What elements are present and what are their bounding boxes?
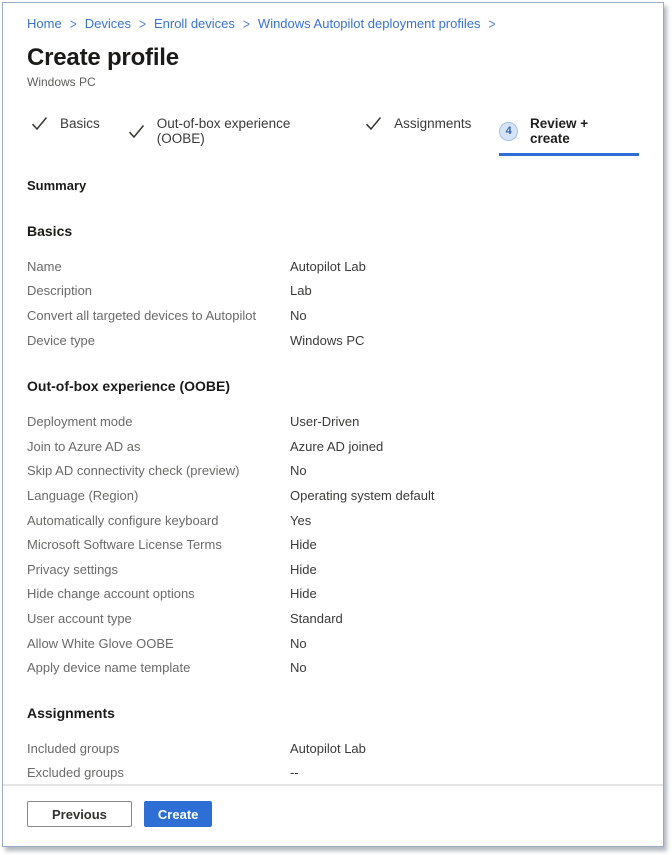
section-title: Out-of-box experience (OOBE) [27,378,231,395]
row-value: Hide [290,586,317,602]
summary-row-deployment-mode [27,409,639,434]
step-number-badge: 4 [499,122,518,141]
breadcrumb-link-autopilot-profiles[interactable]: Windows Autopilot deployment profiles [257,16,481,31]
checkmark-icon [128,124,145,139]
summary-row-white-glove [27,631,639,656]
tab-assignments[interactable] [365,116,471,141]
row-label: Included groups [27,740,120,756]
breadcrumb-separator-icon: > [488,14,496,33]
breadcrumb-link-enroll-devices[interactable]: Enroll devices [153,16,235,31]
breadcrumb-separator-icon: > [242,14,250,33]
wizard-footer [3,784,663,846]
tab-label: Out-of-box experience (OOBE) [156,116,291,146]
breadcrumb-separator-icon: > [69,14,77,33]
breadcrumb [27,3,639,31]
summary-row-convert-devices [27,303,639,328]
page-subtitle: Windows PC [27,75,96,89]
row-value: Autopilot Lab [290,258,366,274]
summary-row-skip-ad-check [27,459,639,484]
row-label: Apply device name template [27,660,191,676]
row-label: Convert all targeted devices to Autopilot [27,307,257,323]
row-label: Deployment mode [27,414,133,430]
row-value: Windows PC [290,332,365,348]
checkmark-icon [365,116,382,131]
summary-row-description [27,279,639,304]
breadcrumb-link-home[interactable]: Home [27,16,62,31]
summary-row-configure-keyboard [27,508,639,533]
row-label: Description [27,283,93,299]
tab-label: Assignments [394,116,472,131]
summary-heading: Summary [27,178,87,193]
section-title: Assignments [27,704,115,721]
summary-row-hide-account-options [27,582,639,607]
row-value: Lab [290,283,312,299]
summary-row-name [27,254,639,279]
summary-row-device-type [27,328,639,353]
section-basics [27,223,639,352]
tab-oobe[interactable] [128,116,337,156]
section-title: Basics [27,223,73,239]
tab-label: Review + create [529,116,589,146]
row-label: Join to Azure AD as [27,438,141,454]
row-label: Language (Region) [27,487,139,503]
summary-row-join-azure-ad [27,434,639,459]
row-value: No [290,660,307,676]
row-value: -- [290,765,299,781]
section-oobe [27,378,639,680]
tab-label: Basics [60,116,100,131]
row-label: Hide change account options [27,586,195,602]
row-label: Automatically configure keyboard [27,512,219,528]
row-label: Privacy settings [27,561,119,577]
checkmark-icon [31,116,48,131]
summary-row-privacy-settings [27,557,639,582]
row-value: Hide [290,561,317,577]
row-value: Yes [290,512,312,528]
row-value: User-Driven [290,414,360,430]
summary-row-included-groups [27,736,639,761]
summary-row-user-account-type [27,606,639,631]
summary-row-excluded-groups [27,761,639,786]
row-value: Autopilot Lab [290,740,366,756]
row-label: Microsoft Software License Terms [27,537,222,553]
create-profile-panel [2,2,664,847]
summary-row-language [27,483,639,508]
row-value: Azure AD joined [290,438,384,454]
breadcrumb-separator-icon: > [138,14,146,33]
row-label: User account type [27,610,132,626]
section-assignments [27,705,639,785]
row-value: Standard [290,610,343,626]
row-value: Operating system default [290,487,435,503]
row-value: No [290,635,307,651]
breadcrumb-link-devices[interactable]: Devices [84,16,131,31]
row-value: No [290,463,307,479]
row-value: Hide [290,537,317,553]
row-label: Name [27,258,62,274]
tab-review-create[interactable] [499,116,639,156]
page-title: Create profile [27,44,179,71]
create-button[interactable]: Create [144,801,212,827]
summary-row-license-terms [27,532,639,557]
tab-basics[interactable] [31,116,100,141]
row-label: Allow White Glove OOBE [27,635,174,651]
row-label: Device type [27,332,95,348]
wizard-steps [31,116,639,156]
row-label: Excluded groups [27,765,124,781]
row-value: No [290,307,307,323]
previous-button[interactable]: Previous [27,801,132,827]
summary-row-name-template [27,655,639,680]
row-label: Skip AD connectivity check (preview) [27,463,240,479]
